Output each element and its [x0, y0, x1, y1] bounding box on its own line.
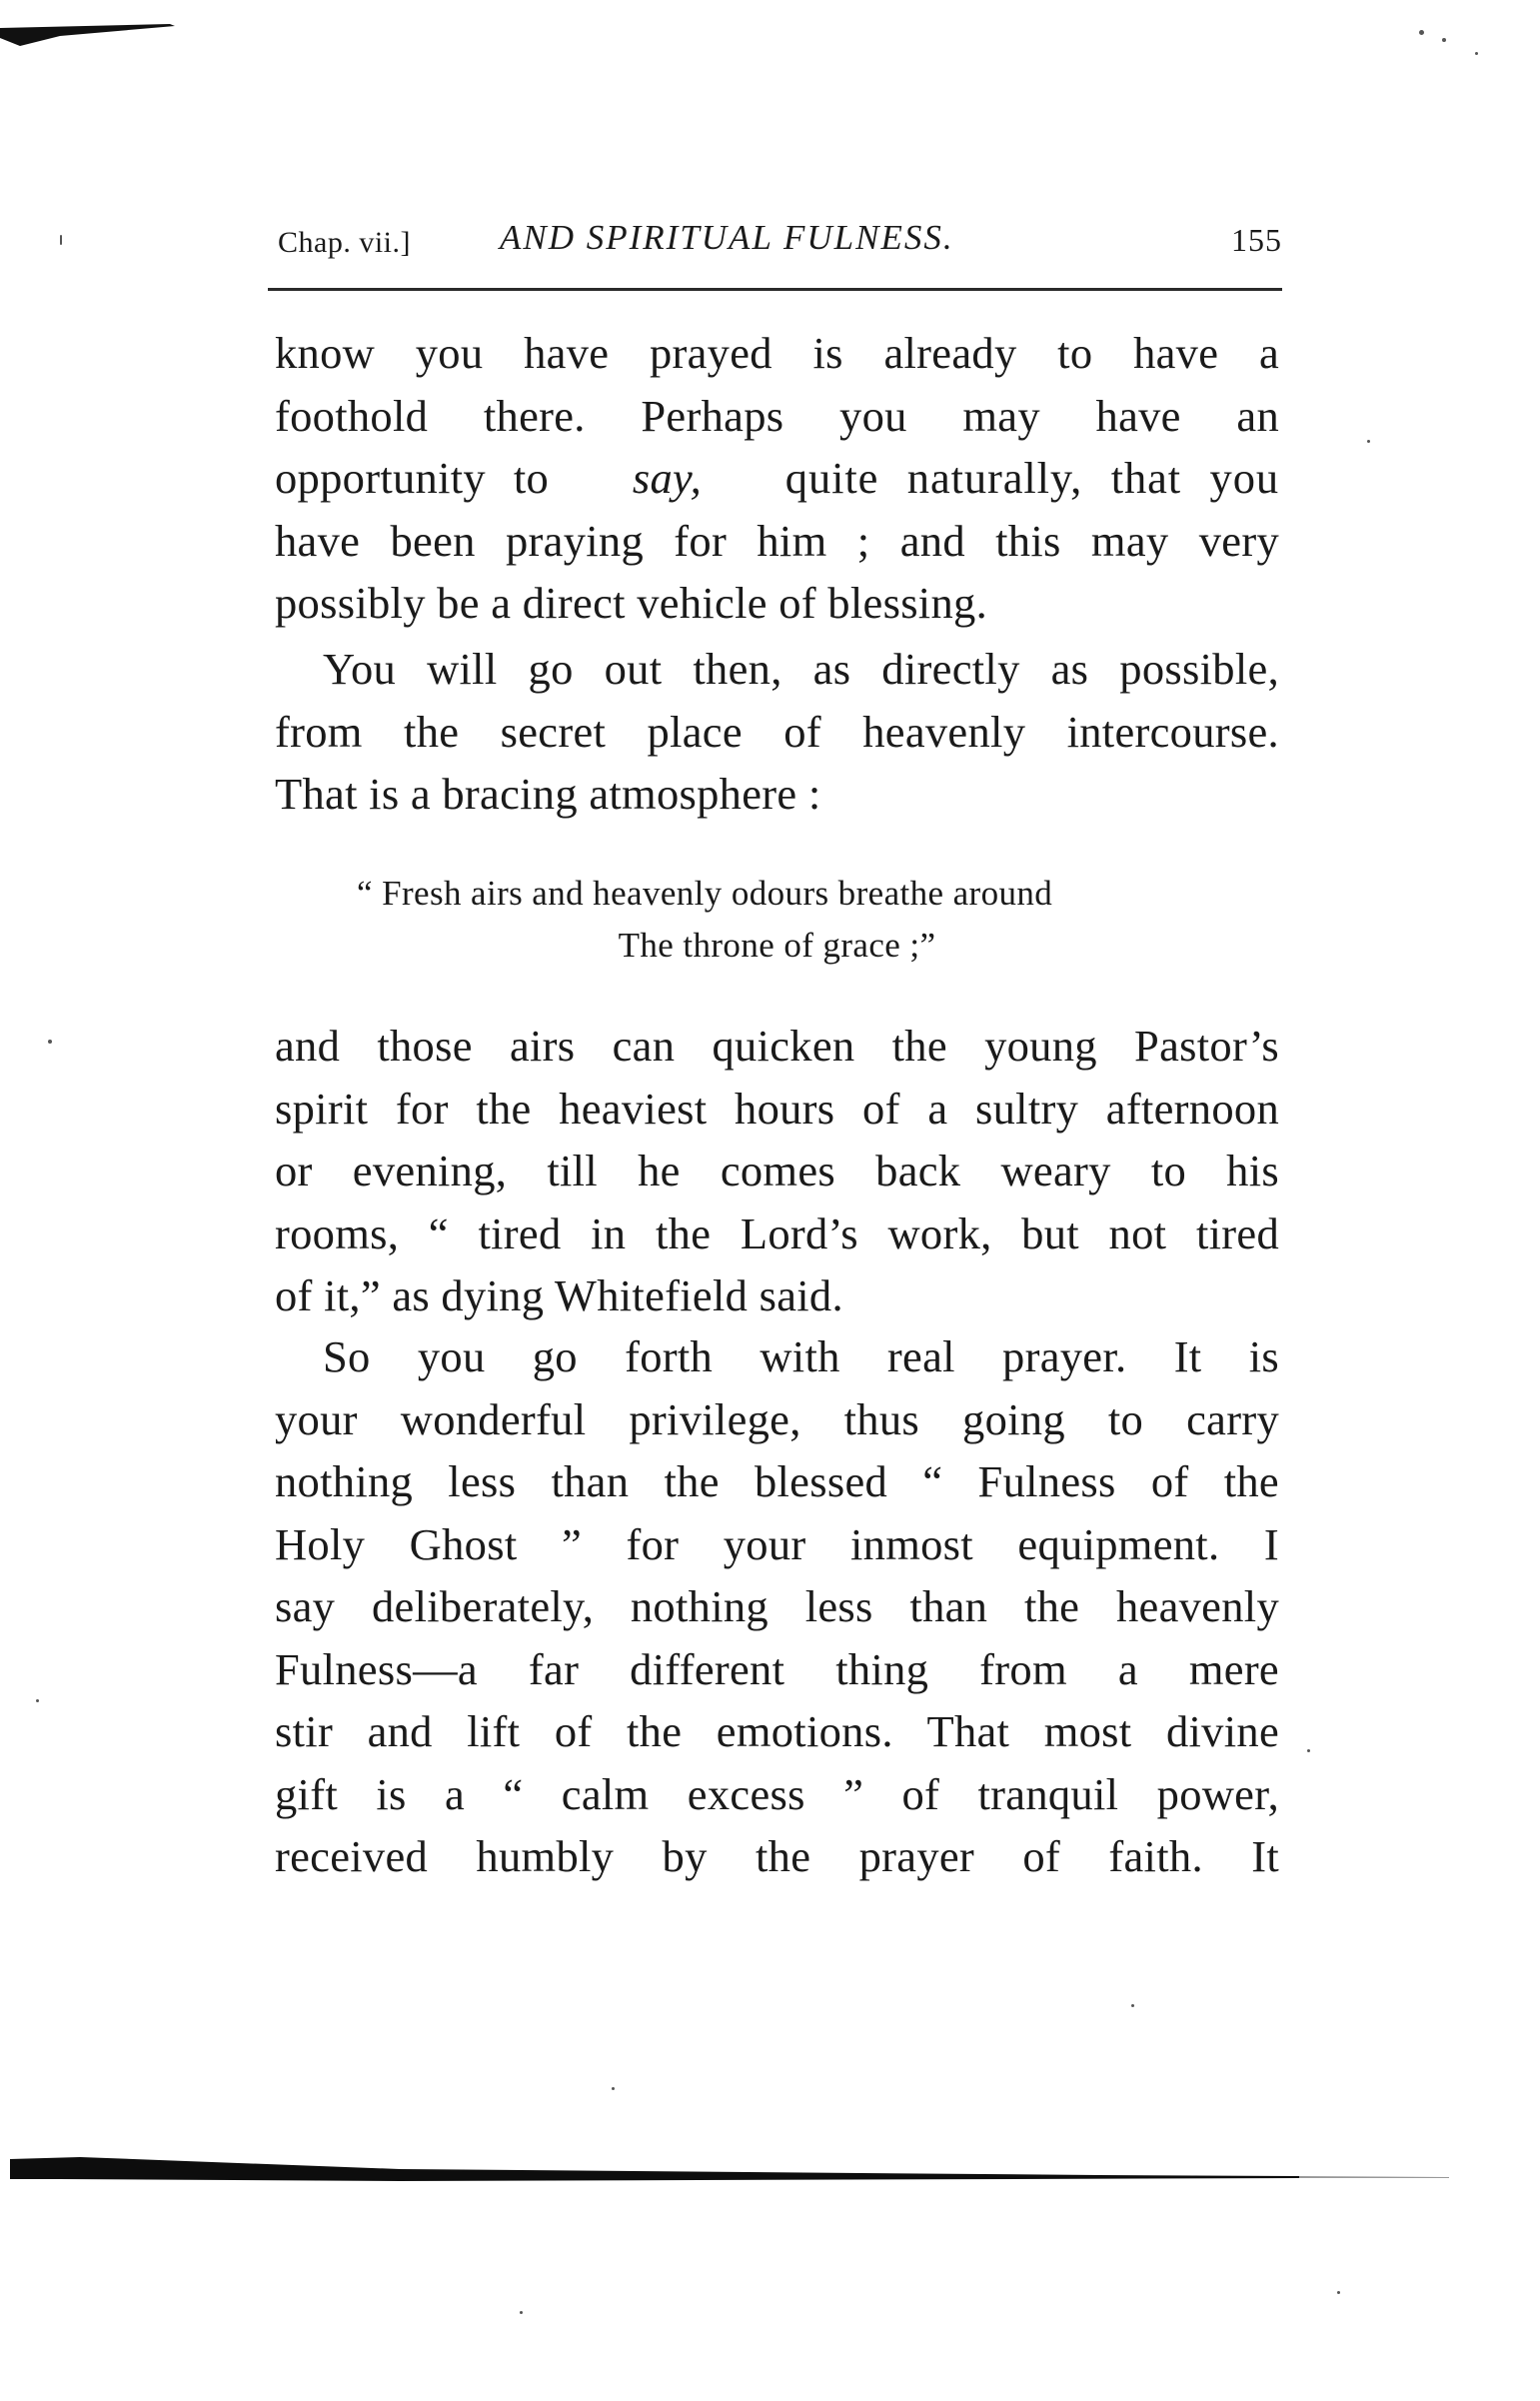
- text-line: foothold there. Perhaps you may have an: [275, 390, 1279, 441]
- chapter-label: Chap. vii.]: [278, 226, 411, 259]
- verse-line: “ Fresh airs and heavenly odours breathe around: [357, 874, 1053, 913]
- speck: [520, 2311, 523, 2314]
- text-line: say deliberately, nothing less than the heavenly: [275, 1581, 1279, 1631]
- speck: [60, 235, 62, 245]
- text-fragment: quite naturally, that you: [784, 453, 1279, 503]
- text-line: rooms, “ tired in the Lord’s work, but not tired: [275, 1207, 1279, 1258]
- speck: [1419, 30, 1424, 35]
- text-line: stir and lift of the emotions. That most divine: [275, 1706, 1279, 1756]
- scan-artifact-top: [0, 18, 175, 48]
- speck: [612, 2087, 615, 2090]
- text-line: of it,” as dying Whitefield said.: [275, 1270, 843, 1320]
- speck: [1475, 52, 1478, 55]
- text-line: possibly be a direct vehicle of blessing.: [275, 578, 988, 628]
- paragraph: [275, 1015, 1279, 1327]
- speck: [1367, 440, 1370, 443]
- speck: [48, 1040, 52, 1044]
- text-line: have been praying for him ; and this may very: [275, 515, 1279, 566]
- page-number: 155: [1231, 222, 1282, 258]
- header-rule: [268, 288, 1282, 291]
- text-line: received humbly by the prayer of faith. It: [275, 1831, 1279, 1881]
- text-line: from the secret place of heavenly intercourse.: [275, 706, 1279, 757]
- running-header: [278, 208, 1282, 278]
- speck: [1131, 2004, 1134, 2007]
- running-title: AND SPIRITUAL FULNESS.: [500, 218, 954, 257]
- text-line: spirit for the heaviest hours of a sultry afternoon: [275, 1083, 1279, 1134]
- speck: [1442, 38, 1446, 42]
- scan-artifact-bottom: [0, 2149, 1449, 2189]
- paragraph: [275, 638, 1279, 826]
- text-line: gift is a “ calm excess ” of tranquil power,: [275, 1768, 1279, 1819]
- text-line: Holy Ghost ” for your inmost equipment. I: [275, 1518, 1279, 1569]
- text-line: know you have prayed is already to have a: [275, 328, 1279, 378]
- text-line: or evening, till he comes back weary to his: [275, 1146, 1279, 1196]
- speck: [1307, 1749, 1310, 1752]
- paragraph-continued: [275, 322, 1279, 635]
- text-line: That is a bracing atmosphere :: [275, 769, 821, 819]
- verse-line: The throne of grace ;”: [618, 926, 936, 965]
- text-line: and those airs can quicken the young Pastor’s: [275, 1021, 1279, 1071]
- text-line: Fulness—a far different thing from a mere: [275, 1643, 1279, 1694]
- text-fragment: opportunity to: [275, 453, 550, 503]
- text-line: So you go forth with real prayer. It is: [323, 1331, 1279, 1381]
- speck: [1337, 2291, 1340, 2294]
- text-line: [275, 447, 1279, 510]
- text-line: nothing less than the blessed “ Fulness of the: [275, 1456, 1279, 1506]
- paragraph: [275, 1325, 1279, 1888]
- speck: [36, 1699, 39, 1702]
- verse-quote: [275, 868, 1279, 972]
- text-line: your wonderful privilege, thus going to carry: [275, 1393, 1279, 1444]
- emphasis-say: say,: [632, 453, 703, 503]
- text-line: You will go out then, as directly as possible,: [323, 644, 1279, 694]
